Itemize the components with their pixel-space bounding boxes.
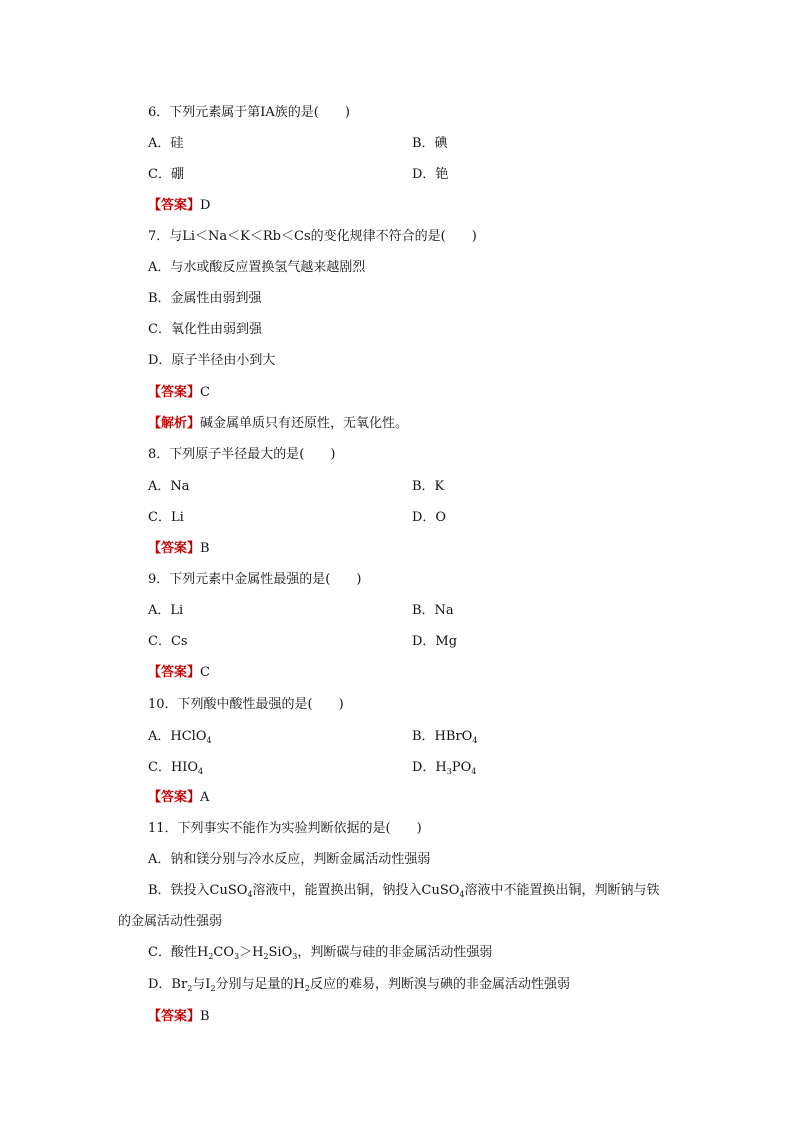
subscript: 4 (472, 736, 478, 745)
question-11-answer (148, 1008, 210, 1026)
answer-tag: 【答案】 (148, 790, 201, 805)
option-text: 分别与足量的H (215, 977, 305, 992)
question-10-option-d (412, 759, 476, 781)
subscript: 4 (198, 767, 204, 776)
question-8-option-a: A．Na (148, 479, 190, 494)
formula-text: PO (451, 760, 472, 775)
subscript: 3 (446, 767, 452, 776)
option-text: 溶液中，能置换出铜，钠投入CuSO (252, 883, 460, 898)
option-text: CO (213, 945, 234, 960)
formula-text: B．HBrO (412, 729, 473, 744)
question-7-stem: 7．与Li＜Na＜K＜Rb＜Cs的变化规律不符合的是( ) (148, 229, 477, 244)
question-8-option-b: B．K (412, 479, 445, 494)
formula-text: C．HIO (148, 760, 199, 775)
question-7-option-c: C．氧化性由弱到强 (148, 322, 262, 337)
option-text: SiO (268, 945, 293, 960)
answer-tag: 【答案】 (148, 198, 201, 213)
subscript: 3 (292, 952, 298, 961)
question-6-option-a: A．硅 (148, 136, 184, 151)
subscript: 2 (304, 984, 310, 993)
answer-value: D (200, 198, 211, 213)
subscript: 2 (263, 952, 269, 961)
question-7-option-a: A．与水或酸反应置换氢气越来越剧烈 (148, 260, 366, 275)
question-8-answer (148, 540, 210, 558)
subscript: 4 (471, 767, 477, 776)
question-11-option-d (148, 976, 570, 998)
question-9-option-c: C．Cs (148, 634, 188, 649)
question-10-option-c (148, 759, 203, 781)
question-11-stem: 11．下列事实不能作为实验判断依据的是( ) (148, 821, 422, 836)
question-10-option-b (412, 728, 477, 750)
question-10-answer (148, 789, 209, 807)
option-text: ，判断碳与硅的非金属活动性强弱 (297, 945, 493, 960)
formula-text: A．HClO (148, 729, 207, 744)
option-text: 与I (192, 977, 211, 992)
question-6-stem: 6．下列元素属于第ⅠA族的是( ) (148, 105, 350, 120)
answer-tag: 【答案】 (148, 385, 201, 400)
subscript: 3 (234, 952, 240, 961)
answer-tag: 【答案】 (148, 1009, 201, 1024)
option-text: 溶液中不能置换出铜，判断钠与铁 (464, 883, 660, 898)
question-8-stem: 8．下列原子半径最大的是( ) (148, 447, 336, 462)
question-6-option-b: B．碘 (412, 136, 448, 151)
question-9-option-b: B．Na (412, 603, 454, 618)
question-8-option-c: C．Li (148, 510, 184, 525)
question-8-option-d: D．O (412, 510, 447, 525)
question-11-option-b (148, 882, 660, 904)
answer-tag: 【答案】 (148, 541, 201, 556)
analysis-text: 碱金属单质只有还原性，无氧化性。 (200, 416, 409, 431)
question-6-option-c: C．硼 (148, 167, 184, 182)
subscript: 2 (187, 984, 193, 993)
subscript: 2 (210, 984, 216, 993)
question-11-option-c (148, 944, 492, 966)
question-7-answer (148, 384, 210, 402)
question-9-option-d: D．Mg (412, 634, 458, 649)
answer-value: C (200, 665, 210, 680)
answer-value: B (200, 541, 210, 556)
subscript: 4 (206, 736, 212, 745)
option-text: 反应的难易，判断溴与碘的非金属活动性强弱 (309, 977, 570, 992)
subscript: 4 (459, 890, 465, 899)
question-10-option-a (148, 728, 212, 750)
subscript: 4 (247, 890, 253, 899)
option-text: ＞H (239, 945, 264, 960)
question-6-answer (148, 197, 210, 215)
answer-value: C (200, 385, 210, 400)
option-text: B．铁投入CuSO (148, 883, 248, 898)
question-7-option-d: D．原子半径由小到大 (148, 353, 276, 368)
answer-value: A (200, 790, 210, 805)
question-10-stem: 10．下列酸中酸性最强的是( ) (148, 697, 344, 712)
question-6-option-d: D．铯 (412, 167, 449, 182)
question-9-stem: 9．下列元素中金属性最强的是( ) (148, 572, 362, 587)
subscript: 2 (208, 952, 214, 961)
option-text: D．Br (148, 977, 188, 992)
answer-value: B (200, 1009, 210, 1024)
answer-tag: 【答案】 (148, 665, 201, 680)
question-11-option-b-continuation: 的金属活动性强弱 (118, 914, 223, 929)
question-7-analysis (148, 415, 408, 433)
question-9-option-a: A．Li (148, 603, 184, 618)
question-11-option-a: A．钠和镁分别与冷水反应，判断金属活动性强弱 (148, 852, 431, 867)
question-9-answer (148, 664, 210, 682)
analysis-tag: 【解析】 (148, 416, 201, 431)
formula-text: D．H (412, 760, 447, 775)
option-text: C．酸性H (148, 945, 209, 960)
question-7-option-b: B．金属性由弱到强 (148, 291, 262, 306)
